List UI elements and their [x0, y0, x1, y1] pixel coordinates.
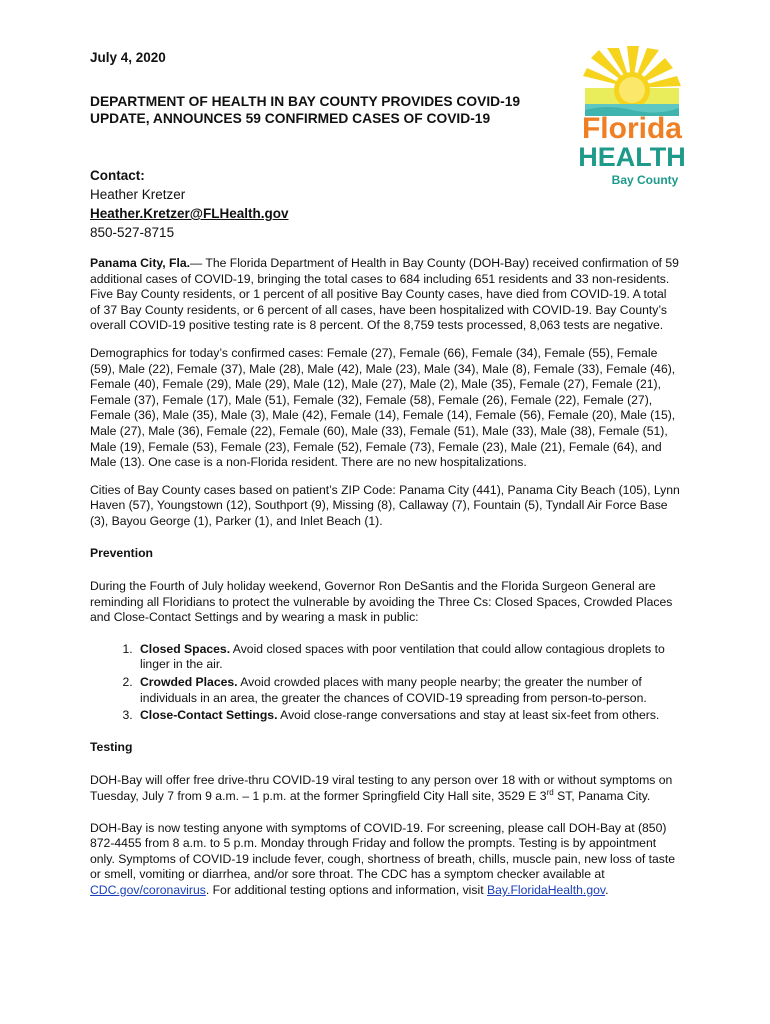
cdc-link[interactable]: CDC.gov/coronavirus — [90, 883, 206, 897]
florida-health-logo — [577, 46, 687, 188]
testing-info: DOH-Bay is now testing anyone with symptoms of COVID-19. For screening, please call DOH-Bay at (850) 872-4455 from 8 a.m. to 5 p.m. Monday through Friday and follow the prompts. Testing is by appointment only. Symptoms of COVID-19 include fever, cough, shortness of breath, chills, muscle pain, new loss of taste or smell, vomiting or diarrhea, and/or sore throat. The CDC has a symptom checker available at CDC.gov/coronavirus. For additional testing options and information, visit Bay.FloridaHealth.gov. — [90, 820, 676, 897]
release-body — [90, 256, 680, 911]
paragraph-cities: Cities of Bay County cases based on patient’s ZIP Code: Panama City (441), Panama City Beach (105), Lynn Haven (57), Youngstown (12), Southport (9), Missing (8), Callaway (7), Fountain (5), Tyndall Air Force Base (3), Bayou George (1), Parker (1), and Inlet Beach (1). — [90, 482, 680, 528]
contact-phone: 850-527-8715 — [90, 225, 175, 240]
paragraph-demographics: Demographics for today’s confirmed cases: Female (27), Female (66), Female (34), Female (55), Female (59), Male (22), Female (37), Male (28), Male (42), Male (23), Male (34), Male (8), Female (33), Female (46), Female (40), Female (29), Male (29), Male (12), Male (27), Male (2), Male (35), Female (27), Female (21), Female (37), Female (17), Male (51), Female (32), Female (58), Female (26), Female (22), Female (27), Female (36), Male (35), Male (3), Male (42), Female (14), Female (14), Female (56), Female (20), Male (15), Male (27), Male (36), Female (22), Female (60), Male (33), Female (51), Male (33), Male (38), Female (51), Male (19), Female (53), Female (23), Female (52), Female (73), Female (23), Male (21), Female (64), and Male (13). One case is a non-Florida resident. There are no new hospitalizations. — [90, 345, 676, 470]
three-cs-list — [90, 642, 680, 724]
contact-label: Contact: — [90, 168, 145, 183]
contact-name: Heather Kretzer — [90, 187, 186, 202]
list-item: 3. Close-Contact Settings. Avoid close-range conversations and stay at least six-feet from others. — [136, 708, 680, 724]
prevention-intro: During the Fourth of July holiday weekend, Governor Ron DeSantis and the Florida Surgeon General are reminding all Floridians to protect the vulnerable by avoiding the Three Cs: Closed Spaces, Crowded Places and Close-Contact Settings and by wearing a mask in public: — [90, 579, 673, 625]
release-date: July 4, 2020 — [90, 50, 166, 65]
logo-health-text: HEALTH — [578, 142, 686, 172]
bay-health-link[interactable]: Bay.FloridaHealth.gov — [486, 883, 606, 897]
logo-county-text: Bay County — [611, 173, 679, 187]
list-item: 1. Closed Spaces. Avoid closed spaces with poor ventilation that could allow contagious droplets to linger in the air. — [136, 642, 680, 673]
list-item: 2. Crowded Places. Avoid crowded places with many people nearby; the greater the number of individuals in an area, the greater the chances of COVID-19 spreading from person-to-person. — [136, 675, 680, 706]
testing-drive-thru: DOH-Bay will offer free drive-thru COVID-19 viral testing to any person over 18 with or without symptoms on Tuesday, July 7 from 9 a.m. – 1 p.m. at the former Springfield City Hall site, 3529 E 3rd ST, Panama City. — [90, 773, 673, 804]
prevention-heading: Prevention — [90, 545, 153, 560]
contact-block — [90, 166, 288, 242]
paragraph-overview: Panama City, Fla.— The Florida Department of Health in Bay County (DOH-Bay) received confirmation of 59 additional cases of COVID-19, bringing the total cases to 684 including 651 residents and 33 non-residents. Five Bay County residents, or 1 percent of all positive Bay County cases, have died from COVID-19. A total of 37 Bay County residents, or 6 percent of all cases, have been hospitalized with COVID-19. Bay County’s overall COVID-19 positive testing rate is 8 percent. Of the 8,759 tests processed, 8,063 tests are negative. — [90, 256, 679, 333]
logo-florida-text: Florida — [581, 112, 683, 145]
contact-email-link[interactable]: Heather.Kretzer@FLHealth.gov — [90, 206, 289, 221]
testing-heading: Testing — [90, 739, 133, 754]
dateline: Panama City, Fla. — [90, 256, 191, 270]
headline: DEPARTMENT OF HEALTH IN BAY COUNTY PROVIDES COVID-19 UPDATE, ANNOUNCES 59 CONFIRMED CASES OF COVID-19 — [90, 94, 521, 126]
